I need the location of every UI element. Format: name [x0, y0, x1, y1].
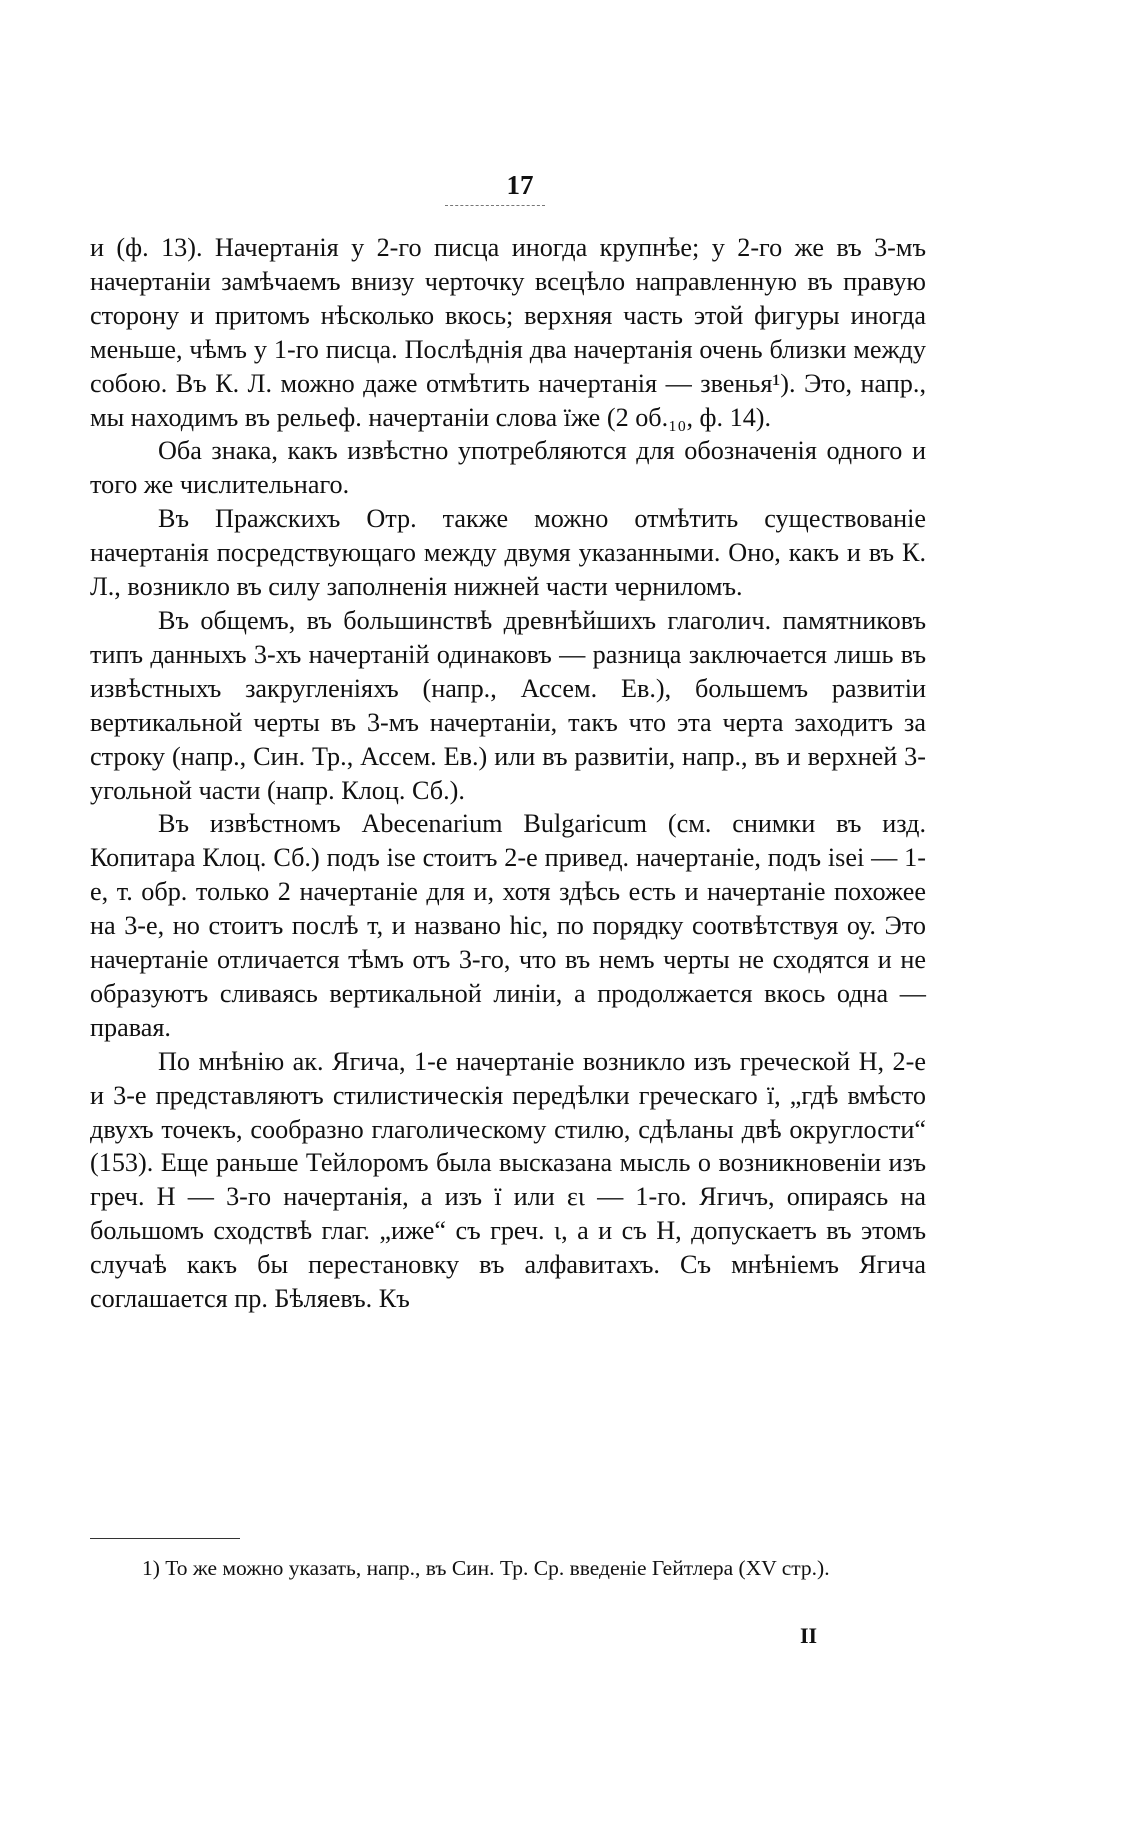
- footnote-rule: [90, 1538, 240, 1539]
- paragraph: и (ф. 13). Начертанія у 2-го писца иногда крупнѣе; у 2-го же въ 3-мъ начертаніи замѣчаемъ внизу черточку всецѣло направленную въ правую сторону и притомъ нѣсколько вкось; верхняя часть этой фигуры иногда меньше, чѣмъ у 1-го писца. Послѣднія два начертанія очень близки между собою. Въ К. Л. можно даже отмѣтить начертанія — звенья¹). Это, напр., мы находимъ въ рельеф. начертаніи слова їже (2 об.₁₀, ф. 14).: [90, 233, 926, 432]
- footnote: 1) То же можно указать, напр., въ Син. Тр. Ср. введеніе Гейтлера (XV стр.).: [142, 1556, 830, 1580]
- paragraph: Въ извѣстномъ Abecenarium Bulgaricum (см. снимки въ изд. Копитара Клоц. Сб.) подъ ise стоитъ 2-е привед. начертаніе, подъ isei — 1-е, т. обр. только 2 начертаніе для и, хотя здѣсь есть и начертаніе похожее на 3-е, но стоитъ послѣ т, и названо hic, по порядку соотвѣтствуя оу. Это начертаніе отличается тѣмъ отъ 3-го, что въ немъ черты не сходятся и не образуютъ сливаясь вертикальной линіи, а продолжается вкось одна — правая.: [90, 809, 926, 1042]
- paragraph: Въ Пражскихъ Отр. также можно отмѣтить существованіе начертанія посредствующаго между двумя указанными. Оно, какъ и въ К. Л., возникло въ силу заполненія нижней части черниломъ.: [90, 504, 926, 602]
- paragraph: Въ общемъ, въ большинствѣ древнѣйшихъ глаголич. памятниковъ типъ данныхъ 3-хъ начертаній одинаковъ — разница заключается лишь въ извѣстныхъ закругленіяхъ (напр., Ассем. Ев.), большемъ развитіи вертикальной черты въ 3-мъ начертаніи, такъ что эта черта заходитъ за строку (напр., Син. Тр., Ассем. Ев.) или въ развитіи, напр., въ и верхней 3-угольной части (напр. Клоц. Сб.).: [90, 605, 926, 805]
- signature-mark: II: [800, 1623, 818, 1648]
- page-number: 17: [506, 170, 534, 200]
- main-text: [90, 231, 926, 1316]
- paragraph: По мнѣнію ак. Ягича, 1-е начертаніе возникло изъ греческой Н, 2-е и 3-е представляютъ стилистическія передѣлки греческаго ї, „гдѣ вмѣсто двухъ точекъ, сообразно глаголическому стилю, сдѣланы двѣ округлости“ (153). Еще раньше Тейлоромъ была высказана мысль о возникновеніи изъ греч. Н — 3-го начертанія, а изъ ї или ει — 1-го. Ягичъ, опираясь на большомъ сходствѣ глаг. „иже“ съ греч. ι, а и съ Н, допускаетъ въ этомъ случаѣ какъ бы перестановку въ алфавитахъ. Съ мнѣніемъ Ягича соглашается пр. Бѣляевъ. Къ: [90, 1046, 926, 1314]
- page-number-rule: [445, 205, 545, 206]
- paragraph: Оба знака, какъ извѣстно употребляются для обозначенія одного и того же числительнаго.: [90, 436, 926, 500]
